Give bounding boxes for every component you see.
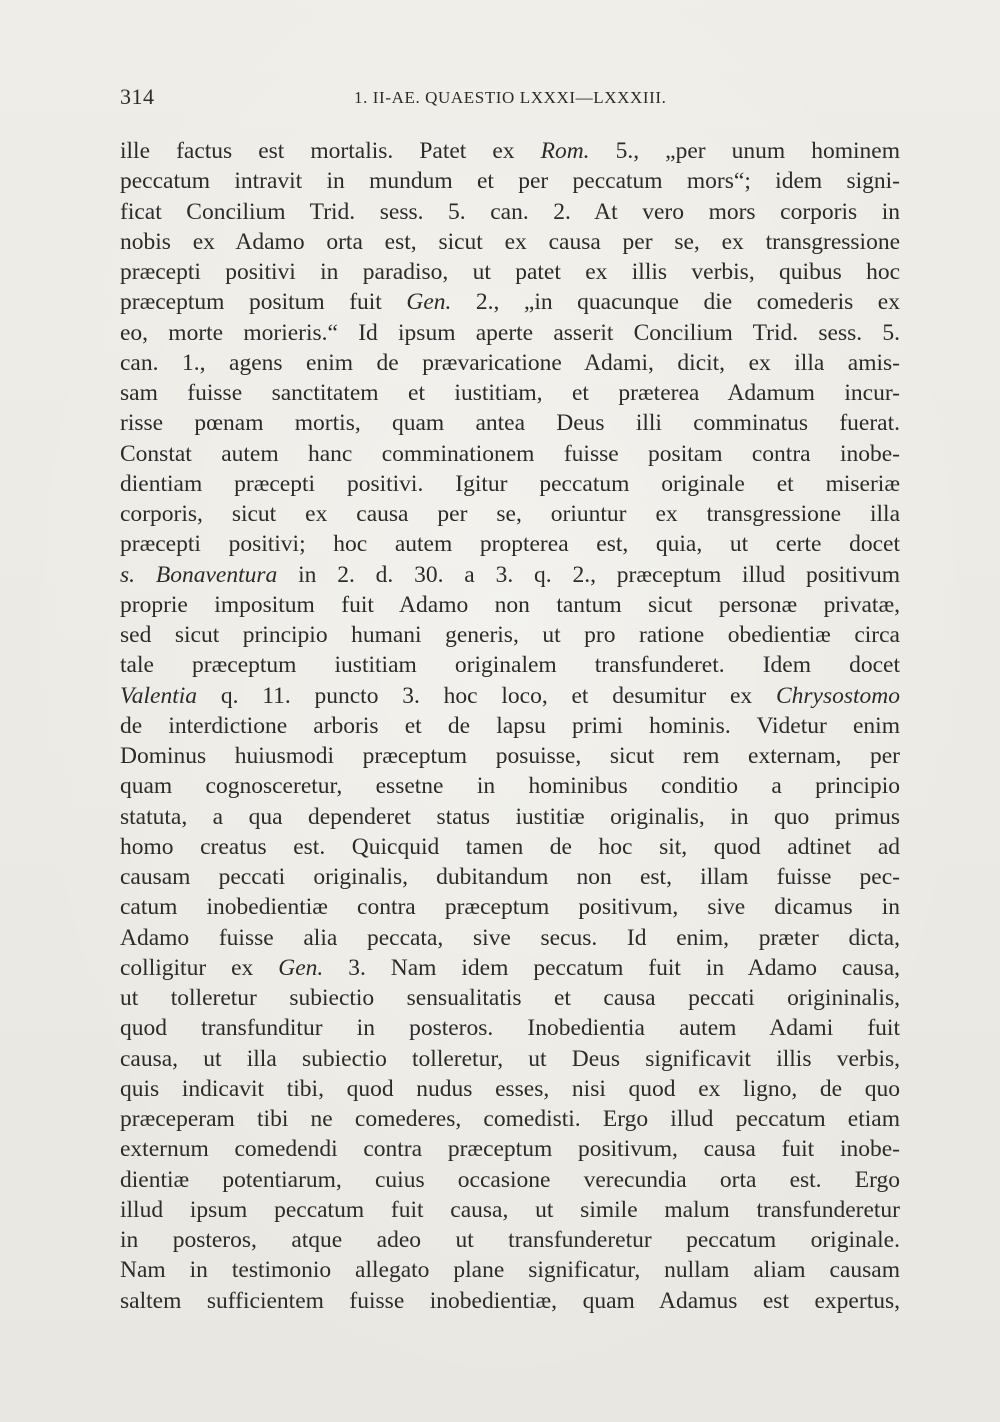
text-line-content xyxy=(120,229,900,255)
text-line xyxy=(120,560,900,590)
text-line xyxy=(120,923,900,953)
text-line xyxy=(120,1134,900,1164)
text-line-content xyxy=(120,380,900,406)
text-line xyxy=(120,1195,900,1225)
text-line-content xyxy=(120,652,900,678)
text-line-content xyxy=(120,592,900,618)
text-segment: quam cognosceretur, essetne in hominibus conditio a principio xyxy=(120,773,900,800)
text-segment: Dominus huiusmodi præceptum posuisse, sicut rem externam, per xyxy=(120,743,900,769)
text-segment: 5., „per unum hominem xyxy=(589,138,900,164)
text-segment: præceptum positum fuit xyxy=(120,289,407,316)
text-segment: corporis, sicut ex causa per se, oriuntur ex transgressione illa xyxy=(120,501,900,527)
text-segment: sam fuisse sanctitatem et iustitiam, et præterea Adamum incur- xyxy=(120,380,900,406)
text-line-content xyxy=(120,773,900,799)
text-line-content xyxy=(120,1257,900,1283)
text-segment: 3. Nam idem peccatum fuit in Adamo causa, xyxy=(323,954,900,981)
text-line-content xyxy=(120,985,900,1011)
text-line xyxy=(120,1044,900,1074)
text-line-content xyxy=(120,713,900,739)
text-line-content xyxy=(120,199,900,225)
text-line-content xyxy=(120,259,900,285)
text-segment: peccatum intravit in mundum et per peccatum mors“; idem signi- xyxy=(120,168,900,195)
text-line xyxy=(120,620,900,650)
text-line-content xyxy=(120,1076,900,1102)
text-segment: præcepti positivi; hoc autem propterea est, quia, ut certe docet xyxy=(120,531,900,558)
italic-citation: Gen. xyxy=(406,289,452,316)
text-line-content xyxy=(120,531,900,557)
text-line-content xyxy=(120,501,900,527)
text-segment: ficat Concilium Trid. sess. 5. can. 2. At vero mors corporis in xyxy=(120,198,900,225)
text-line xyxy=(120,802,900,832)
text-segment: quod transfunditur in posteros. Inobedientia autem Adami fuit xyxy=(120,1015,900,1042)
text-segment: statuta, a qua dependeret status iustitiæ originalis, in quo primus xyxy=(120,803,900,830)
text-segment: proprie impositum fuit Adamo non tantum sicut personæ privatæ, xyxy=(120,591,900,618)
text-line xyxy=(120,953,900,983)
text-segment: causa, ut illa subiectio tolleretur, ut Deus significavit illis verbis, xyxy=(120,1045,900,1072)
italic-citation: s. Bonaventura xyxy=(120,561,278,588)
text-line-content xyxy=(120,320,900,346)
text-line xyxy=(120,681,900,711)
italic-citation: Gen. xyxy=(278,954,324,981)
text-line-content xyxy=(120,289,900,315)
text-segment: in posteros, atque adeo ut transfunderetur peccatum originale. xyxy=(120,1227,900,1253)
text-line xyxy=(120,318,900,348)
text-line-content xyxy=(120,1167,900,1193)
text-segment: saltem sufficientem fuisse inobedientiæ, quam Adamus est expertus, xyxy=(120,1287,900,1314)
text-segment: præceperam tibi ne comederes, comedisti. Ergo illud peccatum etiam xyxy=(120,1106,900,1132)
text-line-content xyxy=(120,925,900,951)
text-line xyxy=(120,1286,900,1316)
text-line xyxy=(120,862,900,892)
text-line xyxy=(120,1074,900,1104)
text-line-content xyxy=(120,1136,900,1162)
text-line-content xyxy=(120,1106,900,1132)
italic-citation: Rom. xyxy=(540,138,590,164)
text-line-content xyxy=(120,562,900,588)
text-segment: q. 11. puncto 3. hoc loco, et desumitur ex xyxy=(197,682,776,709)
text-line xyxy=(120,983,900,1013)
text-segment: risse pœnam mortis, quam antea Deus illi comminatus fuerat. xyxy=(120,410,900,437)
text-line xyxy=(120,408,900,438)
text-segment: Adamo fuisse alia peccata, sive secus. Id enim, præter dicta, xyxy=(120,924,900,951)
text-segment: colligitur ex xyxy=(120,954,279,981)
text-line xyxy=(120,590,900,620)
text-segment: 2., „in quacunque die comederis ex xyxy=(451,289,900,316)
text-segment: homo creatus est. Quicquid tamen de hoc sit, quod adtinet ad xyxy=(120,833,900,860)
text-segment: dientiam præcepti positivi. Igitur peccatum originale et miseriæ xyxy=(120,470,900,497)
text-line xyxy=(120,529,900,559)
text-line-content xyxy=(120,864,900,890)
text-segment: in 2. d. 30. a 3. q. 2., præceptum illud positivum xyxy=(277,561,900,588)
text-line-content xyxy=(120,471,900,497)
text-line-content xyxy=(120,622,900,648)
text-line xyxy=(120,771,900,801)
page-header xyxy=(120,84,900,114)
text-line xyxy=(120,832,900,862)
text-segment: quis indicavit tibi, quod nudus esses, nisi quod ex ligno, de quo xyxy=(120,1075,900,1102)
text-line-content xyxy=(120,410,900,436)
text-segment: catum inobedientiæ contra præceptum positivum, sive dicamus in xyxy=(120,894,900,921)
text-line-content xyxy=(120,350,900,376)
text-line xyxy=(120,378,900,408)
text-line xyxy=(120,348,900,378)
text-line-content xyxy=(120,138,900,164)
text-line xyxy=(120,166,900,196)
text-line-content xyxy=(120,955,900,981)
text-segment: causam peccati originalis, dubitandum non est, illam fuisse pec- xyxy=(120,864,900,890)
text-line xyxy=(120,227,900,257)
text-line xyxy=(120,197,900,227)
text-line-content xyxy=(120,804,900,830)
text-line xyxy=(120,469,900,499)
text-line-content xyxy=(120,441,900,467)
text-segment: sed sicut principio humani generis, ut pro ratione obedientiæ circa xyxy=(120,622,900,648)
text-segment: de interdictione arboris et de lapsu primi hominis. Videtur enim xyxy=(120,712,900,739)
text-segment: Nam in testimonio allegato plane significatur, nullam aliam causam xyxy=(120,1257,900,1284)
text-line-content xyxy=(120,834,900,860)
text-line-content xyxy=(120,894,900,920)
text-line-content xyxy=(120,683,900,709)
body-text xyxy=(120,136,900,1316)
text-line xyxy=(120,499,900,529)
italic-citation: Valentia xyxy=(120,682,198,709)
page-number: 314 xyxy=(120,84,155,109)
text-line-content xyxy=(120,1046,900,1072)
text-line-content xyxy=(120,1197,900,1223)
text-segment: dientiæ potentiarum, cuius occasione verecundia orta est. Ergo xyxy=(120,1166,900,1193)
text-segment: ille factus est mortalis. Patet ex xyxy=(120,138,541,164)
text-line xyxy=(120,1255,900,1285)
text-segment: eo, morte morieris.“ Id ipsum aperte asserit Concilium Trid. sess. 5. xyxy=(120,319,900,346)
text-segment: tale præceptum iustitiam originalem transfunderet. Idem docet xyxy=(120,652,900,679)
text-line xyxy=(120,1013,900,1043)
text-segment: præcepti positivi in paradiso, ut patet ex illis verbis, quibus hoc xyxy=(120,259,900,285)
text-line-content xyxy=(120,1015,900,1041)
text-line xyxy=(120,711,900,741)
text-line-content xyxy=(120,1227,900,1253)
text-segment: illud ipsum peccatum fuit causa, ut simile malum transfunderetur xyxy=(120,1196,900,1223)
text-line-content xyxy=(120,1288,900,1314)
text-line xyxy=(120,741,900,771)
text-line-content xyxy=(120,743,900,769)
text-segment: Constat autem hanc comminationem fuisse positam contra inobe- xyxy=(120,440,900,467)
text-segment: can. 1., agens enim de prævaricatione Adami, dicit, ex illa amis- xyxy=(120,349,900,376)
italic-citation: Chrysostomo xyxy=(775,682,900,709)
text-line xyxy=(120,892,900,922)
text-line xyxy=(120,439,900,469)
text-line xyxy=(120,287,900,317)
text-line-content xyxy=(120,168,900,194)
text-segment: ut tolleretur subiectio sensualitatis et causa peccati origininalis, xyxy=(120,985,900,1011)
text-line xyxy=(120,1165,900,1195)
text-line xyxy=(120,1104,900,1134)
text-line xyxy=(120,1225,900,1255)
text-line xyxy=(120,136,900,166)
text-segment: nobis ex Adamo orta est, sicut ex causa per se, ex transgressione xyxy=(120,228,900,255)
text-segment: externum comedendi contra præceptum positivum, causa fuit inobe- xyxy=(120,1136,900,1163)
running-head: 1. II-AE. QUAESTIO LXXXI—LXXXIII. xyxy=(354,88,667,107)
text-line xyxy=(120,257,900,287)
text-line xyxy=(120,650,900,680)
